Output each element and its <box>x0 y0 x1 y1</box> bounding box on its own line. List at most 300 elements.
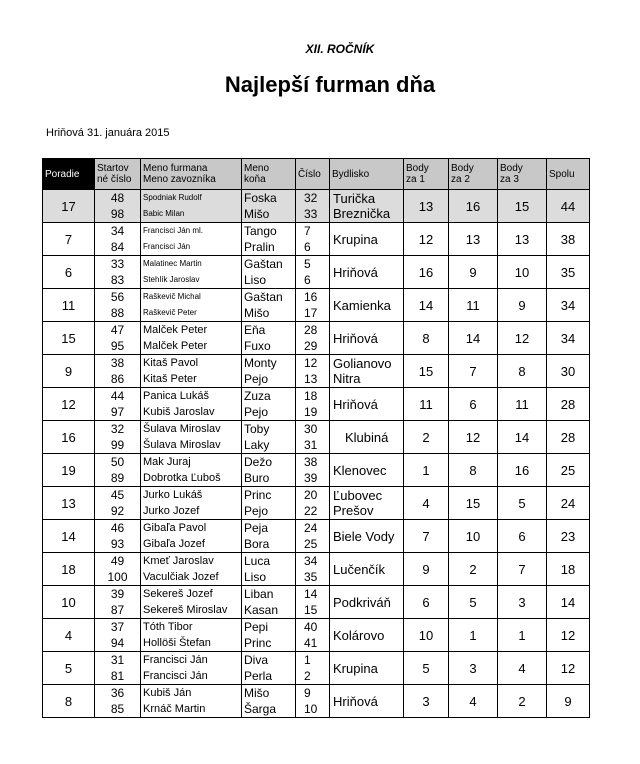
spolu-cell: 28 <box>547 421 590 454</box>
startovne-cislo-cell-line: 84 <box>110 240 125 254</box>
kon-cell-line: Toby <box>244 422 270 436</box>
header-startovne-cislo: Startov né číslo <box>95 159 141 190</box>
body-3-cell: 14 <box>498 421 547 454</box>
header-body-1: Body za 1 <box>404 159 449 190</box>
kon-cell <box>242 322 296 355</box>
spolu-cell: 25 <box>547 454 590 487</box>
kon-cell-line: Pejo <box>244 372 269 386</box>
body-2-cell: 7 <box>449 355 498 388</box>
bydlisko-line: Ľubovec <box>333 488 383 503</box>
meno-cell <box>141 454 242 487</box>
meno-cell-line: Hollöši Štefan <box>143 637 211 649</box>
meno-cell <box>141 520 242 553</box>
bydlisko-cell <box>330 421 404 454</box>
bydlisko-line: Hriňová <box>333 396 378 412</box>
body-2-cell: 13 <box>449 223 498 256</box>
body-3-cell: 8 <box>498 355 547 388</box>
kon-cell <box>242 652 296 685</box>
cislo-cell-line: 28 <box>304 323 318 337</box>
startovne-cislo-cell-line: 88 <box>110 306 125 320</box>
cislo-cell-line: 17 <box>304 306 318 320</box>
spolu-cell: 30 <box>547 355 590 388</box>
body-1-cell: 9 <box>404 553 449 586</box>
cislo-cell-line: 35 <box>304 570 318 584</box>
bydlisko-line: Kolárovo <box>333 627 385 643</box>
poradie-cell: 6 <box>43 256 95 289</box>
cislo-cell-line: 12 <box>304 356 318 370</box>
bydlisko-line: Prešov <box>333 503 374 518</box>
cislo-cell <box>296 355 330 388</box>
startovne-cislo-cell-line: 99 <box>110 438 125 452</box>
cislo-cell-line: 7 <box>304 224 311 238</box>
bydlisko-line: Hriňová <box>333 693 378 709</box>
poradie-cell: 14 <box>43 520 95 553</box>
meno-cell-line: Stehlík Jaroslav <box>143 275 200 284</box>
startovne-cislo-cell-line: 50 <box>110 455 125 469</box>
kon-cell-line: Pralin <box>244 240 275 254</box>
kon-cell-line: Mišo <box>244 207 270 221</box>
body-2-cell: 5 <box>449 586 498 619</box>
cislo-cell <box>296 190 330 223</box>
kon-cell-line: Princ <box>244 636 272 650</box>
bydlisko-cell <box>330 652 404 685</box>
meno-cell <box>141 355 242 388</box>
body-1-cell: 2 <box>404 421 449 454</box>
kon-cell <box>242 388 296 421</box>
bydlisko-cell <box>330 685 404 718</box>
startovne-cislo-cell <box>95 553 141 586</box>
startovne-cislo-cell <box>95 652 141 685</box>
body-2-cell: 12 <box>449 421 498 454</box>
meno-cell-line: Vaculčiak Jozef <box>143 571 219 583</box>
table-row <box>43 289 590 322</box>
body-1-cell: 4 <box>404 487 449 520</box>
bydlisko-cell <box>330 553 404 586</box>
meno-cell-line: Kubiš Jaroslav <box>143 406 215 418</box>
startovne-cislo-cell <box>95 520 141 553</box>
meno-cell-line: Kitaš Peter <box>143 373 197 385</box>
kon-cell <box>242 289 296 322</box>
cislo-cell-line: 16 <box>304 290 318 304</box>
meno-cell-line: Gibaľa Jozef <box>143 538 205 550</box>
bydlisko-line: Klubiná <box>345 429 389 445</box>
kon-cell-line: Liban <box>244 587 274 601</box>
kon-cell-line: Pejo <box>244 504 269 518</box>
bydlisko-line: Kamienka <box>333 297 391 313</box>
cislo-cell <box>296 454 330 487</box>
table-row <box>43 520 590 553</box>
meno-cell <box>141 553 242 586</box>
kon-cell-line: Luca <box>244 554 271 568</box>
meno-cell-line: Kubiš Ján <box>143 687 192 699</box>
body-1-cell: 15 <box>404 355 449 388</box>
header-meno: Meno furmana Meno zavozníka <box>141 159 242 190</box>
kon-cell-line: Princ <box>244 488 272 502</box>
cislo-cell <box>296 520 330 553</box>
body-3-cell: 2 <box>498 685 547 718</box>
cislo-cell-line: 5 <box>304 257 311 271</box>
startovne-cislo-cell-line: 33 <box>110 257 125 271</box>
startovne-cislo-cell-line: 47 <box>110 323 125 337</box>
startovne-cislo-cell-line: 86 <box>110 372 125 386</box>
startovne-cislo-cell-line: 46 <box>110 521 125 535</box>
body-2-cell: 3 <box>449 652 498 685</box>
cislo-cell-line: 6 <box>304 273 311 287</box>
table-row <box>43 553 590 586</box>
body-1-cell: 8 <box>404 322 449 355</box>
startovne-cislo-cell <box>95 586 141 619</box>
spolu-cell: 38 <box>547 223 590 256</box>
body-1-cell: 12 <box>404 223 449 256</box>
kon-cell <box>242 223 296 256</box>
kon-cell <box>242 619 296 652</box>
bydlisko-line: Nitra <box>333 371 361 386</box>
startovne-cislo-cell-line: 48 <box>110 191 125 205</box>
meno-cell-line: Krnáč Martin <box>143 703 206 715</box>
startovne-cislo-cell <box>95 322 141 355</box>
poradie-cell: 13 <box>43 487 95 520</box>
startovne-cislo-cell <box>95 256 141 289</box>
poradie-cell: 19 <box>43 454 95 487</box>
spolu-cell: 35 <box>547 256 590 289</box>
bydlisko-line: Lučenčík <box>333 561 386 577</box>
startovne-cislo-cell <box>95 487 141 520</box>
startovne-cislo-cell <box>95 223 141 256</box>
table-row <box>43 190 590 223</box>
kon-cell-line: Pepi <box>244 620 269 634</box>
startovne-cislo-cell <box>95 619 141 652</box>
body-3-cell: 5 <box>498 487 547 520</box>
cislo-cell-line: 10 <box>304 702 318 716</box>
kon-cell-line: Mišo <box>244 306 270 320</box>
body-3-cell: 12 <box>498 322 547 355</box>
kon-cell <box>242 190 296 223</box>
cislo-cell-line: 25 <box>304 537 318 551</box>
poradie-cell: 17 <box>43 190 95 223</box>
cislo-cell <box>296 421 330 454</box>
body-2-cell: 14 <box>449 322 498 355</box>
spolu-cell: 14 <box>547 586 590 619</box>
cislo-cell <box>296 388 330 421</box>
cislo-cell <box>296 652 330 685</box>
startovne-cislo-cell <box>95 289 141 322</box>
startovne-cislo-cell <box>95 355 141 388</box>
cislo-cell-line: 20 <box>304 488 318 502</box>
body-1-cell: 7 <box>404 520 449 553</box>
meno-cell-line: Malatinec Martin <box>143 259 202 268</box>
body-3-cell: 16 <box>498 454 547 487</box>
cislo-cell-line: 34 <box>304 554 318 568</box>
kon-cell-line: Pejo <box>244 405 269 419</box>
cislo-cell-line: 22 <box>304 504 318 518</box>
spolu-cell: 44 <box>547 190 590 223</box>
bydlisko-cell <box>330 223 404 256</box>
kon-cell <box>242 256 296 289</box>
cislo-cell-line: 6 <box>304 240 311 254</box>
poradie-cell: 16 <box>43 421 95 454</box>
body-3-cell: 15 <box>498 190 547 223</box>
table-row <box>43 388 590 421</box>
poradie-cell: 8 <box>43 685 95 718</box>
startovne-cislo-cell-line: 44 <box>110 389 125 403</box>
meno-cell-line: Jurko Lukáš <box>143 489 203 501</box>
cislo-cell-line: 1 <box>304 653 311 667</box>
meno-cell-line: Francisci Ján <box>143 670 208 682</box>
startovne-cislo-cell <box>95 421 141 454</box>
startovne-cislo-cell-line: 97 <box>110 405 125 419</box>
bydlisko-cell <box>330 619 404 652</box>
edition-label: XII. ROČNÍK <box>305 42 375 56</box>
meno-cell-line: Malček Peter <box>143 340 208 352</box>
cislo-cell-line: 31 <box>304 438 318 452</box>
bydlisko-cell <box>330 454 404 487</box>
kon-cell-line: Fuxo <box>244 339 271 353</box>
bydlisko-line: Hriňová <box>333 330 378 346</box>
body-3-cell: 3 <box>498 586 547 619</box>
startovne-cislo-cell <box>95 388 141 421</box>
meno-cell-line: Dobrotka Ľuboš <box>143 472 221 484</box>
startovne-cislo-cell-line: 34 <box>110 224 125 238</box>
kon-cell <box>242 553 296 586</box>
body-2-cell: 11 <box>449 289 498 322</box>
kon-cell-line: Monty <box>244 356 277 370</box>
spolu-cell: 34 <box>547 289 590 322</box>
startovne-cislo-cell-line: 31 <box>110 653 125 667</box>
header-body-3: Body za 3 <box>498 159 547 190</box>
body-1-cell: 5 <box>404 652 449 685</box>
startovne-cislo-cell-line: 39 <box>110 587 125 601</box>
meno-cell-line: Raškevič Peter <box>143 308 197 317</box>
startovne-cislo-cell-line: 38 <box>110 356 125 370</box>
meno-cell-line: Mak Juraj <box>143 456 191 468</box>
body-1-cell: 16 <box>404 256 449 289</box>
table-row <box>43 586 590 619</box>
table-row <box>43 322 590 355</box>
startovne-cislo-cell-line: 100 <box>107 570 128 584</box>
kon-cell-line: Buro <box>244 471 270 485</box>
bydlisko-cell <box>330 355 404 388</box>
cislo-cell-line: 24 <box>304 521 318 535</box>
meno-cell-line: Malček Peter <box>143 324 208 336</box>
kon-cell <box>242 487 296 520</box>
meno-cell <box>141 322 242 355</box>
kon-cell-line: Šarga <box>244 702 277 716</box>
bydlisko-line: Hriňová <box>333 264 378 280</box>
kon-cell-line: Foska <box>244 191 277 205</box>
kon-cell <box>242 454 296 487</box>
bydlisko-cell <box>330 487 404 520</box>
header-spolu: Spolu <box>547 159 590 190</box>
spolu-cell: 28 <box>547 388 590 421</box>
startovne-cislo-cell-line: 85 <box>110 702 125 716</box>
bydlisko-cell <box>330 322 404 355</box>
kon-cell-line: Gaštan <box>244 290 283 304</box>
body-3-cell: 4 <box>498 652 547 685</box>
body-3-cell: 10 <box>498 256 547 289</box>
meno-cell-line: Francisci Ján <box>143 654 208 666</box>
meno-cell <box>141 190 242 223</box>
poradie-cell: 15 <box>43 322 95 355</box>
cislo-cell-line: 33 <box>304 207 318 221</box>
startovne-cislo-cell-line: 32 <box>110 422 125 436</box>
startovne-cislo-cell-line: 49 <box>110 554 125 568</box>
kon-cell-line: Mišo <box>244 686 270 700</box>
startovne-cislo-cell-line: 83 <box>110 273 125 287</box>
meno-cell <box>141 388 242 421</box>
kon-cell-line: Laky <box>244 438 270 452</box>
spolu-cell: 12 <box>547 619 590 652</box>
body-1-cell: 3 <box>404 685 449 718</box>
body-2-cell: 1 <box>449 619 498 652</box>
startovne-cislo-cell-line: 81 <box>110 669 125 683</box>
startovne-cislo-cell-line: 98 <box>110 207 125 221</box>
poradie-cell: 10 <box>43 586 95 619</box>
bydlisko-line: Golianovo <box>333 356 392 371</box>
table-row <box>43 223 590 256</box>
meno-cell-line: Šulava Miroslav <box>143 439 221 451</box>
body-3-cell: 1 <box>498 619 547 652</box>
kon-cell-line: Tango <box>244 224 277 238</box>
startovne-cislo-cell-line: 93 <box>110 537 125 551</box>
table-row <box>43 355 590 388</box>
body-3-cell: 9 <box>498 289 547 322</box>
cislo-cell-line: 30 <box>304 422 318 436</box>
bydlisko-line: Klenovec <box>333 462 387 478</box>
kon-cell-line: Liso <box>244 570 267 584</box>
kon-cell <box>242 355 296 388</box>
table-row <box>43 619 590 652</box>
meno-cell-line: Jurko Jozef <box>143 505 200 517</box>
meno-cell <box>141 619 242 652</box>
cislo-cell-line: 38 <box>304 455 318 469</box>
body-1-cell: 11 <box>404 388 449 421</box>
startovne-cislo-cell-line: 92 <box>110 504 125 518</box>
table-header-row <box>43 159 590 190</box>
bydlisko-line: Podkriváň <box>333 594 391 610</box>
cislo-cell <box>296 223 330 256</box>
cislo-cell-line: 40 <box>304 620 318 634</box>
header-poradie: Poradie <box>43 159 95 190</box>
cislo-cell-line: 15 <box>304 603 318 617</box>
kon-cell-line: Eňa <box>244 323 266 337</box>
startovne-cislo-cell-line: 37 <box>110 620 125 634</box>
table-row <box>43 454 590 487</box>
cislo-cell <box>296 553 330 586</box>
spolu-cell: 23 <box>547 520 590 553</box>
bydlisko-line: Krupina <box>333 660 378 676</box>
spolu-cell: 34 <box>547 322 590 355</box>
body-3-cell: 6 <box>498 520 547 553</box>
results-table <box>42 158 590 718</box>
kon-cell <box>242 520 296 553</box>
table-row <box>43 487 590 520</box>
startovne-cislo-cell <box>95 190 141 223</box>
meno-cell-line: Spodniak Rudolf <box>143 193 202 202</box>
bydlisko-cell <box>330 520 404 553</box>
startovne-cislo-cell <box>95 454 141 487</box>
poradie-cell: 4 <box>43 619 95 652</box>
kon-cell-line: Gaštan <box>244 257 283 271</box>
kon-cell-line: Peja <box>244 521 269 535</box>
startovne-cislo-cell-line: 56 <box>110 290 125 304</box>
poradie-cell: 12 <box>43 388 95 421</box>
header-cislo: Číslo <box>296 159 330 190</box>
meno-cell-line: Francisci Ján ml. <box>143 226 204 235</box>
body-1-cell: 13 <box>404 190 449 223</box>
meno-cell <box>141 289 242 322</box>
bydlisko-line: Krupina <box>333 231 378 247</box>
meno-cell <box>141 652 242 685</box>
kon-cell-line: Diva <box>244 653 269 667</box>
bydlisko-cell <box>330 388 404 421</box>
body-1-cell: 1 <box>404 454 449 487</box>
kon-cell-line: Dežo <box>244 455 273 469</box>
poradie-cell: 5 <box>43 652 95 685</box>
kon-cell-line: Zuza <box>244 389 271 403</box>
body-2-cell: 4 <box>449 685 498 718</box>
bydlisko-line: Turička <box>333 191 376 206</box>
bydlisko-cell <box>330 586 404 619</box>
place-date: Hriňová 31. januára 2015 <box>46 127 170 139</box>
kon-cell-line: Perla <box>244 669 273 683</box>
meno-cell-line: Sekereš Miroslav <box>143 604 228 616</box>
bydlisko-cell <box>330 256 404 289</box>
startovne-cislo-cell-line: 95 <box>110 339 125 353</box>
bydlisko-cell <box>330 289 404 322</box>
body-2-cell: 9 <box>449 256 498 289</box>
spolu-cell: 12 <box>547 652 590 685</box>
header-bydlisko: Bydlisko <box>330 159 404 190</box>
body-1-cell: 6 <box>404 586 449 619</box>
cislo-cell <box>296 256 330 289</box>
cislo-cell-line: 18 <box>304 389 318 403</box>
meno-cell-line: Kitaš Pavol <box>143 357 199 369</box>
meno-cell <box>141 223 242 256</box>
table-row <box>43 685 590 718</box>
cislo-cell-line: 39 <box>304 471 318 485</box>
cislo-cell <box>296 619 330 652</box>
poradie-cell: 11 <box>43 289 95 322</box>
kon-cell <box>242 685 296 718</box>
kon-cell <box>242 421 296 454</box>
cislo-cell <box>296 685 330 718</box>
meno-cell <box>141 586 242 619</box>
body-1-cell: 14 <box>404 289 449 322</box>
startovne-cislo-cell-line: 89 <box>110 471 125 485</box>
cislo-cell-line: 13 <box>304 372 318 386</box>
table-row <box>43 652 590 685</box>
kon-cell-line: Liso <box>244 273 267 287</box>
body-3-cell: 7 <box>498 553 547 586</box>
meno-cell-line: Gibaľa Pavol <box>143 522 207 534</box>
cislo-cell-line: 29 <box>304 339 318 353</box>
bydlisko-line: Biele Vody <box>333 528 395 544</box>
table-row <box>43 256 590 289</box>
poradie-cell: 9 <box>43 355 95 388</box>
cislo-cell <box>296 289 330 322</box>
body-2-cell: 8 <box>449 454 498 487</box>
cislo-cell <box>296 322 330 355</box>
cislo-cell-line: 19 <box>304 405 318 419</box>
spolu-cell: 9 <box>547 685 590 718</box>
startovne-cislo-cell-line: 36 <box>110 686 125 700</box>
body-1-cell: 10 <box>404 619 449 652</box>
meno-cell-line: Francisci Ján <box>143 242 191 251</box>
cislo-cell-line: 32 <box>304 191 318 205</box>
meno-cell-line: Babic Milan <box>143 209 185 218</box>
bydlisko-line: Breznička <box>333 206 391 221</box>
meno-cell-line: Raškevič Michal <box>143 292 201 301</box>
